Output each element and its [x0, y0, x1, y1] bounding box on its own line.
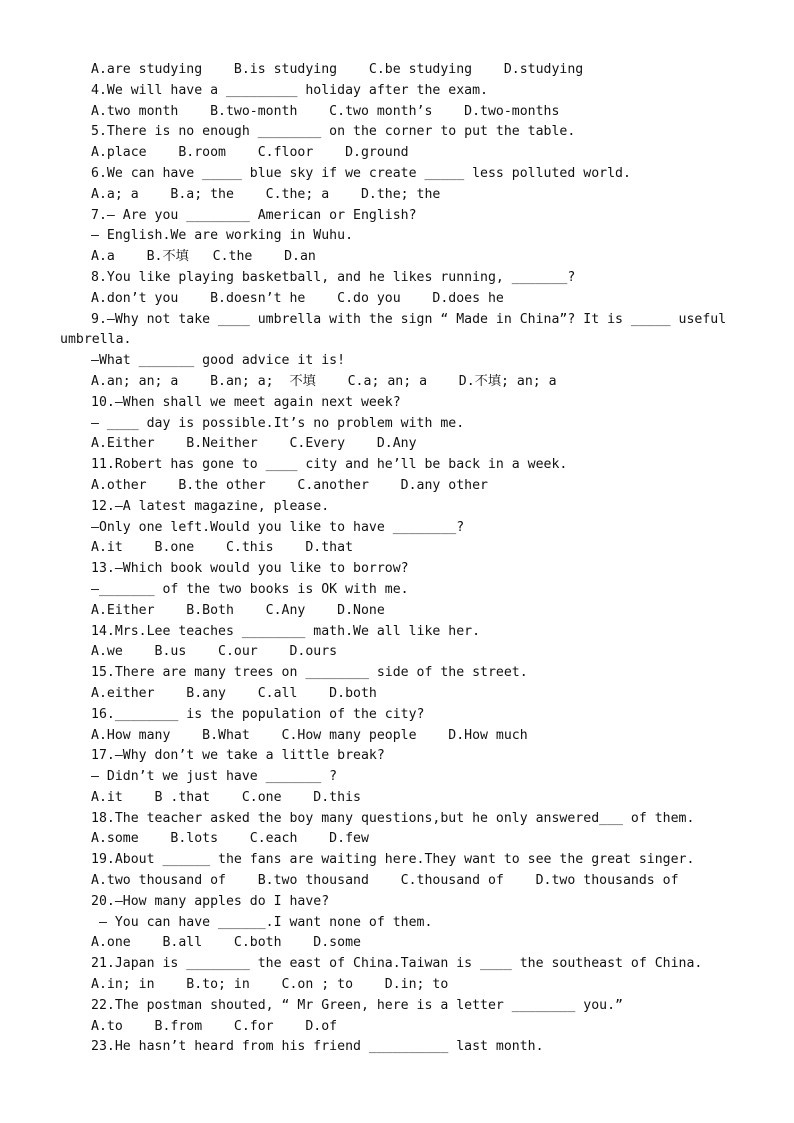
q17-options: A.it B .that C.one D.this	[91, 789, 361, 805]
q7-options: A.a B.不填 C.the D.an	[91, 249, 316, 265]
q15-stem: 15.There are many trees on ________ side of the street.	[91, 665, 528, 681]
q9-stem-continued: umbrella.	[60, 332, 132, 348]
q15-options: A.either B.any C.all D.both	[91, 685, 377, 701]
q14-stem: 14.Mrs.Lee teaches ________ math.We all like her.	[91, 623, 481, 639]
q7-stem: 7.— Are you ________ American or English?	[91, 207, 417, 223]
q8-options: A.don’t you B.doesn’t he C.do you D.does he	[91, 290, 504, 306]
q20-reply: — You can have ______.I want none of them.	[91, 914, 433, 930]
q20-options: A.one B.all C.both D.some	[91, 935, 361, 951]
q14-options: A.we B.us C.our D.ours	[91, 644, 338, 660]
q3-options: A.are studying B.is studying C.be studying D.studying	[91, 62, 584, 77]
q12-stem: 12.—A latest magazine, please.	[91, 498, 330, 514]
q6-stem: 6.We can have _____ blue sky if we create _____ less polluted world.	[91, 165, 631, 181]
q13-options: A.Either B.Both C.Any D.None	[91, 602, 385, 618]
q10-stem: 10.—When shall we meet again next week?	[91, 394, 401, 410]
q18-options: A.some B.lots C.each D.few	[91, 831, 369, 847]
q5-options: A.place B.room C.floor D.ground	[91, 145, 409, 161]
q9-options: A.an; an; a B.an; a; 不填 C.a; an; a D.不填; an; a	[91, 373, 557, 389]
q4-stem: 4.We will have a _________ holiday after the exam.	[91, 82, 488, 98]
q19-stem: 19.About ______ the fans are waiting here.They want to see the great singer.	[91, 852, 695, 868]
q11-stem: 11.Robert has gone to ____ city and he’ll be back in a week.	[91, 457, 568, 473]
q10-reply: — ____ day is possible.It’s no problem with me.	[91, 415, 465, 431]
document-page	[0, 60, 794, 1058]
q23-stem: 23.He hasn’t heard from his friend __________ last month.	[91, 1039, 544, 1055]
q21-stem: 21.Japan is ________ the east of China.Taiwan is ____ the southeast of China.	[91, 956, 703, 972]
q6-options: A.a; a B.a; the C.the; a D.the; the	[91, 186, 441, 202]
q12-reply: —Only one left.Would you like to have ________?	[91, 519, 465, 535]
q5-stem: 5.There is no enough ________ on the corner to put the table.	[91, 124, 576, 140]
q19-options: A.two thousand of B.two thousand C.thousand of D.two thousands of	[91, 873, 679, 889]
q11-options: A.other B.the other C.another D.any other	[91, 477, 488, 493]
q20-stem: 20.—How many apples do I have?	[91, 893, 330, 909]
q4-options: A.two month B.two-month C.two month’s D.two-months	[91, 103, 560, 119]
q17-stem: 17.—Why don’t we take a little break?	[91, 748, 385, 764]
q17-reply: — Didn’t we just have _______ ?	[91, 769, 338, 785]
q16-stem: 16.________ is the population of the city?	[91, 706, 425, 722]
q22-stem: 22.The postman shouted, “ Mr Green, here is a letter ________ you.”	[91, 997, 623, 1013]
q21-options: A.in; in B.to; in C.on ; to D.in; to	[91, 977, 449, 993]
q18-stem: 18.The teacher asked the boy many questions,but he only answered___ of them.	[91, 810, 695, 826]
q9-reply: —What _______ good advice it is!	[91, 353, 346, 369]
q9-stem: 9.—Why not take ____ umbrella with the sign “ Made in China”? It is _____ useful	[91, 311, 727, 327]
q7-reply: — English.We are working in Wuhu.	[91, 228, 354, 244]
q13-stem: 13.—Which book would you like to borrow?	[91, 561, 409, 577]
q22-options: A.to B.from C.for D.of	[91, 1018, 338, 1034]
q10-options: A.Either B.Neither C.Every D.Any	[91, 436, 417, 452]
q12-options: A.it B.one C.this D.that	[91, 540, 354, 556]
q8-stem: 8.You like playing basketball, and he likes running, _______?	[91, 269, 576, 285]
q13-reply: —_______ of the two books is OK with me.	[91, 581, 409, 597]
q16-options: A.How many B.What C.How many people D.How much	[91, 727, 528, 743]
